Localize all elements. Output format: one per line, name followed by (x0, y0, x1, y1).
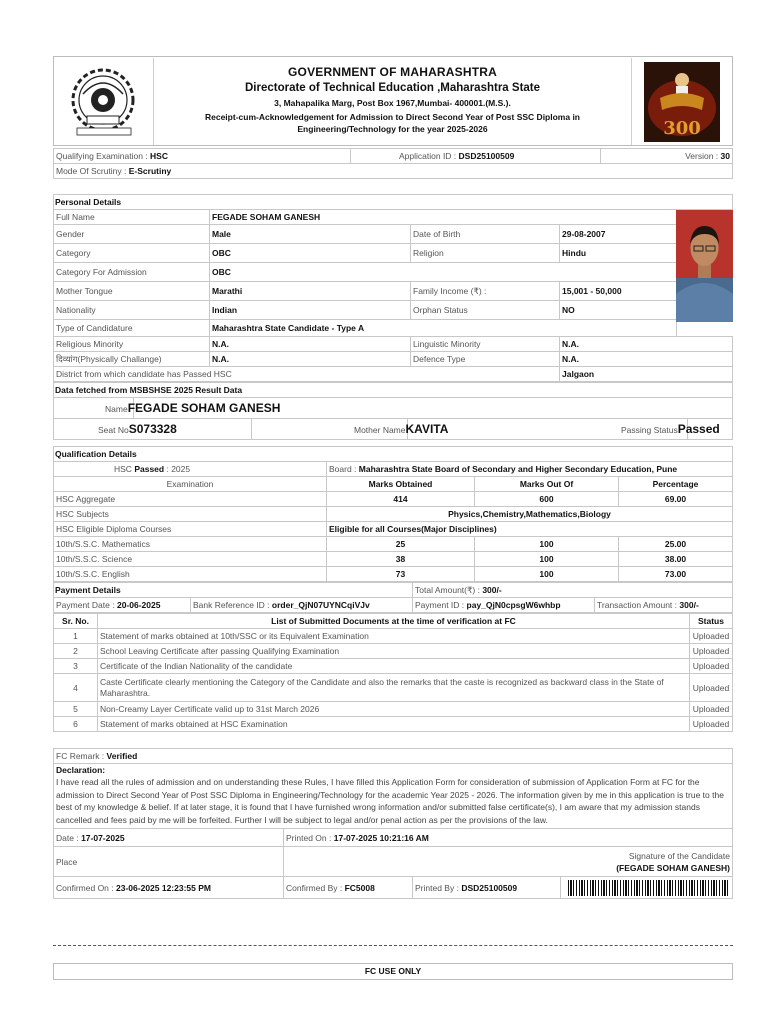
version-cell: Version : 30 (601, 149, 733, 164)
nationality-value: Indian (210, 301, 411, 320)
personal-details-table (53, 194, 733, 382)
hsc-aggregate-percentage: 69.00 (619, 492, 733, 507)
ssc-marks-obtained: 38 (327, 552, 475, 567)
ssc-marks-outof: 100 (475, 552, 619, 567)
payment-table (53, 582, 733, 613)
hsc-eligible-courses-value: Eligible for all Courses(Major Disciplines) (327, 522, 733, 537)
family-income-label: Family Income (₹) : (411, 282, 560, 301)
msbshse-title: Data fetched from MSBSHSE 2025 Result Data (54, 383, 733, 398)
bank-reference-cell: Bank Reference ID : order_QjN07UYNCqiVJv (191, 598, 413, 613)
category-value: OBC (210, 244, 411, 263)
gender-value: Male (210, 225, 411, 244)
hsc-status-cell: HSC Passed : 2025 (54, 462, 327, 477)
signature-label: Signature of the Candidate (628, 850, 730, 861)
signature-name: (FEGADE SOHAM GANESH) (616, 862, 730, 873)
nationality-label: Nationality (54, 301, 210, 320)
col-examination: Examination (54, 477, 327, 492)
ssc-subject-label: 10th/S.S.C. Mathematics (54, 537, 327, 552)
hsc-aggregate-outof: 600 (475, 492, 619, 507)
seat-no-value: S073328 (128, 422, 177, 436)
doc-status: Uploaded (690, 644, 733, 659)
linguistic-minority-value: N.A. (560, 337, 733, 352)
gov-title: GOVERNMENT OF MAHARASHTRA (288, 65, 497, 79)
doc-status: Uploaded (690, 674, 733, 702)
religion-label: Religion (411, 244, 560, 263)
orphan-status-value: NO (560, 301, 677, 320)
total-amount-cell: Total Amount(₹) : 300/- (413, 583, 733, 598)
ssc-marks-outof: 100 (475, 567, 619, 582)
hsc-subjects-label: HSC Subjects (54, 507, 327, 522)
mother-tongue-value: Marathi (210, 282, 411, 301)
divyang-value: N.A. (210, 352, 411, 367)
doc-title: Caste Certificate clearly mentioning the Category of the Candidate and also the remarks that the caste is recognized as backward class in the State of Maharashtra. (98, 674, 690, 702)
defence-type-label: Defence Type (411, 352, 560, 367)
qualification-table (53, 446, 733, 582)
dob-value: 29-08-2007 (560, 225, 677, 244)
linguistic-minority-label: Linguistic Minority (411, 337, 560, 352)
fc-use-only-box: FC USE ONLY (53, 963, 733, 980)
payment-title: Payment Details (54, 583, 413, 598)
ssc-percentage: 25.00 (619, 537, 733, 552)
religious-minority-value: N.A. (210, 337, 411, 352)
documents-table (53, 613, 733, 732)
qualifying-exam-cell: Qualifying Examination : HSC (54, 149, 351, 164)
place-label: Place (54, 847, 284, 877)
candidature-label: Type of Candidature (54, 320, 210, 337)
meta-table (53, 148, 733, 179)
doc-sr: 1 (54, 629, 98, 644)
declaration-table (53, 748, 733, 899)
date-cell: Date : 17-07-2025 (54, 829, 284, 847)
doc-status: Uploaded (690, 702, 733, 717)
doc-title: Statement of marks obtained at HSC Examination (98, 717, 690, 732)
confirmed-on-cell: Confirmed On : 23-06-2025 12:23:55 PM (54, 877, 284, 899)
barcode-cell (561, 877, 733, 899)
application-id-cell: Application ID : DSD25100509 (351, 149, 601, 164)
district-value: Jalgaon (560, 367, 733, 382)
doc-title: Non-Creamy Layer Certificate valid up to 31st March 2026 (98, 702, 690, 717)
printed-by-cell: Printed By : DSD25100509 (413, 877, 561, 899)
doc-sr: 3 (54, 659, 98, 674)
qualification-title: Qualification Details (54, 447, 733, 462)
orphan-status-label: Orphan Status (411, 301, 560, 320)
table-row (54, 717, 733, 732)
col-sr-no: Sr. No. (54, 614, 98, 629)
mother-name-cell: Mother NameKAVITA (408, 419, 688, 440)
seat-no-cell: Seat NoS073328 (54, 419, 252, 440)
col-percentage: Percentage (619, 477, 733, 492)
religious-minority-label: Religious Minority (54, 337, 210, 352)
divyang-label: दिव्यांग(Physically Challange) (54, 352, 210, 367)
col-documents: List of Submitted Documents at the time of verification at FC (98, 614, 690, 629)
gender-label: Gender (54, 225, 210, 244)
passing-status-cell: Passing StatusPassed (688, 419, 733, 440)
doc-title: Certificate of the Indian Nationality of the candidate (98, 659, 690, 674)
doc-status: Uploaded (690, 659, 733, 674)
declaration-text: I have read all the rules of admission and on understanding these Rules, I have filled this Application Form for consideration of submission of Application Form at FC for the admission to Direct Second Year of Post SSC Diploma in Engineering/Technology for the academic Year 2025 - 2026. The information given by me in this application is true to the best of my knowledge & belief. If at later stage, it is found that I have furnished wrong information and/or submitted false certificate(s), I am aware that my admission stands cancelled and fees paid by me will be forfeited. Further I will be subject to legal and/or penal action as per the provisions of the law. (56, 777, 724, 825)
ssc-percentage: 38.00 (619, 552, 733, 567)
directorate-title: Directorate of Technical Education ,Maharashtra State (244, 82, 541, 94)
ssc-marks-outof: 100 (475, 537, 619, 552)
table-row (54, 644, 733, 659)
receipt-title: Receipt-cum-Acknowledgement for Admission to Direct Second Year of Post SSC Diploma in Engineering/Technology for the year 2025-2026 (204, 112, 580, 134)
defence-type-value: N.A. (560, 352, 733, 367)
logo-300-text: 300 (663, 118, 701, 139)
category-admission-value: OBC (210, 263, 677, 282)
family-income-value: 15,001 - 50,000 (560, 282, 677, 301)
cut-line-divider (53, 945, 733, 946)
doc-sr: 4 (54, 674, 98, 702)
dob-label: Date of Birth (411, 225, 560, 244)
full-name-value: FEGADE SOHAM GANESH (210, 210, 677, 225)
dte-emblem-logo (55, 58, 154, 145)
signature-cell (284, 847, 733, 877)
msbshse-name-value: FEGADE SOHAM GANESH (127, 401, 281, 415)
confirmed-by-cell: Confirmed By : FC5008 (284, 877, 413, 899)
transaction-amount-cell: Transaction Amount : 300/- (595, 598, 733, 613)
shivaji-300-logo (631, 58, 731, 145)
table-row (54, 659, 733, 674)
table-row (54, 552, 733, 567)
mother-tongue-label: Mother Tongue (54, 282, 210, 301)
candidate-photo (676, 210, 733, 322)
category-admission-label: Category For Admission (54, 263, 210, 282)
doc-sr: 5 (54, 702, 98, 717)
barcode-image (568, 880, 728, 896)
mode-of-scrutiny-cell: Mode Of Scrutiny : E-Scrutiny (54, 164, 733, 179)
hsc-eligible-courses-label: HSC Eligible Diploma Courses (54, 522, 327, 537)
msbshse-table (53, 382, 733, 440)
ssc-marks-obtained: 73 (327, 567, 475, 582)
ssc-marks-obtained: 25 (327, 537, 475, 552)
col-marks-obtained: Marks Obtained (327, 477, 475, 492)
candidature-value: Maharashtra State Candidate - Type A (210, 320, 677, 337)
table-row (54, 629, 733, 644)
doc-status: Uploaded (690, 717, 733, 732)
table-row (54, 674, 733, 702)
doc-title: School Leaving Certificate after passing Qualifying Examination (98, 644, 690, 659)
ssc-subject-label: 10th/S.S.C. English (54, 567, 327, 582)
ssc-subject-label: 10th/S.S.C. Science (54, 552, 327, 567)
hsc-aggregate-label: HSC Aggregate (54, 492, 327, 507)
payment-id-cell: Payment ID : pay_QjN0cpsgW6whbp (413, 598, 595, 613)
declaration-title: Declaration: (56, 765, 106, 775)
ssc-percentage: 73.00 (619, 567, 733, 582)
doc-status: Uploaded (690, 629, 733, 644)
address: 3, Mahapalika Marg, Post Box 1967,Mumbai- 400001.(M.S.). (274, 98, 511, 108)
personal-details-section (53, 194, 733, 382)
declaration-cell (54, 764, 733, 829)
full-name-label: Full Name (54, 210, 210, 225)
hsc-aggregate-obtained: 414 (327, 492, 475, 507)
district-label: District from which candidate has Passed HSC (54, 367, 560, 382)
category-label: Category (54, 244, 210, 263)
payment-date-cell: Payment Date : 20-06-2025 (54, 598, 191, 613)
table-row (54, 537, 733, 552)
passing-status-value: Passed (677, 422, 720, 436)
printed-on-cell: Printed On : 17-07-2025 10:21:16 AM (284, 829, 733, 847)
doc-title: Statement of marks obtained at 10th/SSC or its Equivalent Examination (98, 629, 690, 644)
col-status: Status (690, 614, 733, 629)
fc-remark-cell: FC Remark : Verified (54, 749, 733, 764)
hsc-subjects-value: Physics,Chemistry,Mathematics,Biology (327, 507, 733, 522)
doc-sr: 6 (54, 717, 98, 732)
header (53, 56, 733, 146)
msbshse-name-cell: NameFEGADE SOHAM GANESH (134, 398, 733, 419)
mother-name-value: KAVITA (405, 422, 449, 436)
personal-details-title: Personal Details (54, 195, 733, 210)
table-row (54, 702, 733, 717)
religion-value: Hindu (560, 244, 677, 263)
table-row (54, 567, 733, 582)
board-cell: Board : Maharashtra State Board of Secondary and Higher Secondary Education, Pune (327, 462, 733, 477)
col-marks-out-of: Marks Out Of (475, 477, 619, 492)
receipt-document (53, 56, 733, 899)
doc-sr: 2 (54, 644, 98, 659)
